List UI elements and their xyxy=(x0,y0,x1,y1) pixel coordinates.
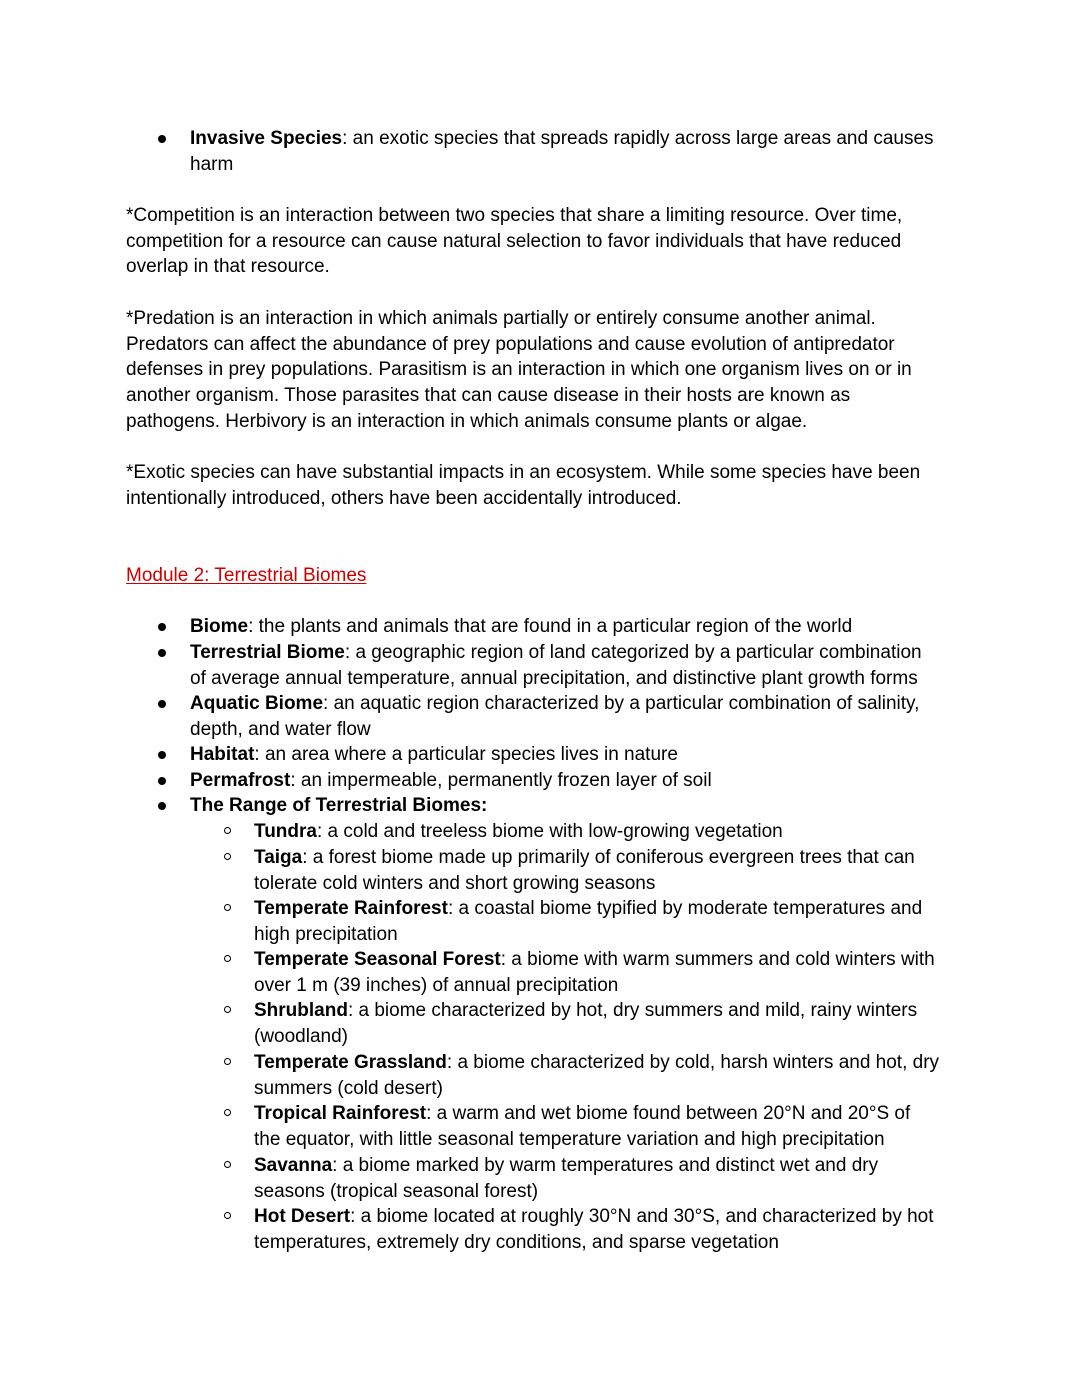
term: Savanna xyxy=(254,1155,333,1176)
list-item-invasive-species xyxy=(126,126,956,177)
term: Shrubland xyxy=(254,1000,348,1021)
hollow-bullet-icon xyxy=(224,1109,231,1116)
definition: : an impermeable, permanently frozen layer of soil xyxy=(290,770,712,791)
sub-item-taiga xyxy=(126,845,956,896)
term: Temperate Seasonal Forest xyxy=(254,949,501,970)
bullet-icon xyxy=(158,700,166,708)
hollow-bullet-icon xyxy=(224,955,231,962)
list-item-biome xyxy=(126,614,956,640)
definition: : a warm and wet biome found between 20°N and 20°S of the equator, with little seasonal temperature variation and high precipitation xyxy=(254,1103,911,1150)
definition: : a forest biome made up primarily of coniferous evergreen trees that can tolerate cold winters and short growing seasons xyxy=(254,847,915,894)
sub-item-hot-desert xyxy=(126,1204,956,1255)
sub-item-temperate-rainforest xyxy=(126,896,956,947)
term: Aquatic Biome xyxy=(190,693,324,714)
term: Terrestrial Biome xyxy=(190,642,345,663)
sub-item-shrubland xyxy=(126,998,956,1049)
list-item-range-of-biomes xyxy=(126,793,956,819)
hollow-bullet-icon xyxy=(224,1006,231,1013)
sub-item-temperate-grassland xyxy=(126,1050,956,1101)
bullet-icon xyxy=(158,802,166,810)
definition: : a biome marked by warm temperatures and distinct wet and dry seasons (tropical seasonal forest) xyxy=(254,1155,879,1202)
definition: : a biome characterized by cold, harsh winters and hot, dry summers (cold desert) xyxy=(254,1052,940,1099)
paragraph-predation: *Predation is an interaction in which animals partially or entirely consume another animal. Predators can affect the abundance of prey populations and cause evolution of antipredator defenses in prey populations. Parasitism is an interaction in which one organism lives on or in another organism. Those parasites that can cause disease in their hosts are known as pathogens. Herbivory is an interaction in which animals consume plants or algae. xyxy=(126,308,912,432)
definition: : a cold and treeless biome with low-growing vegetation xyxy=(316,821,783,842)
hollow-bullet-icon xyxy=(224,1161,231,1168)
term: Invasive Species xyxy=(190,128,343,149)
bullet-icon xyxy=(158,623,166,631)
definition: : a biome characterized by hot, dry summers and mild, rainy winters (woodland) xyxy=(254,1000,918,1047)
term: Temperate Rainforest xyxy=(254,898,448,919)
sub-item-tundra xyxy=(126,819,956,845)
definition: : an exotic species that spreads rapidly across large areas and causes harm xyxy=(190,128,934,175)
hollow-bullet-icon xyxy=(224,1212,231,1219)
definition: : an area where a particular species lives in nature xyxy=(254,744,678,765)
hollow-bullet-icon xyxy=(224,853,231,860)
hollow-bullet-icon xyxy=(224,904,231,911)
definition: : the plants and animals that are found in a particular region of the world xyxy=(248,616,853,637)
paragraph-competition: *Competition is an interaction between two species that share a limiting resource. Over time, competition for a resource can cause natural selection to favor individuals that have reduced overlap in that resource. xyxy=(126,205,903,278)
definition: : a biome with warm summers and cold winters with over 1 m (39 inches) of annual precipitation xyxy=(254,949,935,996)
sub-item-temperate-seasonal-forest xyxy=(126,947,956,998)
sub-item-savanna xyxy=(126,1153,956,1204)
term: Taiga xyxy=(254,847,303,868)
hollow-bullet-icon xyxy=(224,1058,231,1065)
term: Permafrost xyxy=(190,770,291,791)
list-item-aquatic-biome xyxy=(126,691,956,742)
paragraph-exotic: *Exotic species can have substantial impacts in an ecosystem. While some species have been intentionally introduced, others have been accidentally introduced. xyxy=(126,462,921,509)
bullet-icon xyxy=(158,649,166,657)
list-item-habitat xyxy=(126,742,956,768)
term: Tundra xyxy=(254,821,317,842)
term: Biome xyxy=(190,616,249,637)
term: The Range of Terrestrial Biomes: xyxy=(190,795,488,816)
definition: : a coastal biome typified by moderate temperatures and high precipitation xyxy=(254,898,923,945)
term: Habitat xyxy=(190,744,255,765)
hollow-bullet-icon xyxy=(224,827,231,834)
definition: : a biome located at roughly 30°N and 30°S, and characterized by hot temperatures, extremely dry conditions, and sparse vegetation xyxy=(254,1206,934,1253)
bullet-icon xyxy=(158,777,166,785)
definition: : a geographic region of land categorized by a particular combination of average annual temperature, annual precipitation, and distinctive plant growth forms xyxy=(190,642,922,689)
bullet-icon xyxy=(158,135,166,143)
bullet-icon xyxy=(158,751,166,759)
list-item-terrestrial-biome xyxy=(126,640,956,691)
definition: : an aquatic region characterized by a particular combination of salinity, depth, and water flow xyxy=(190,693,920,740)
term: Tropical Rainforest xyxy=(254,1103,427,1124)
module-2-heading-link[interactable]: Module 2: Terrestrial Biomes xyxy=(126,565,367,586)
term: Hot Desert xyxy=(254,1206,351,1227)
sub-item-tropical-rainforest xyxy=(126,1101,956,1152)
list-item-permafrost xyxy=(126,768,956,794)
term: Temperate Grassland xyxy=(254,1052,447,1073)
